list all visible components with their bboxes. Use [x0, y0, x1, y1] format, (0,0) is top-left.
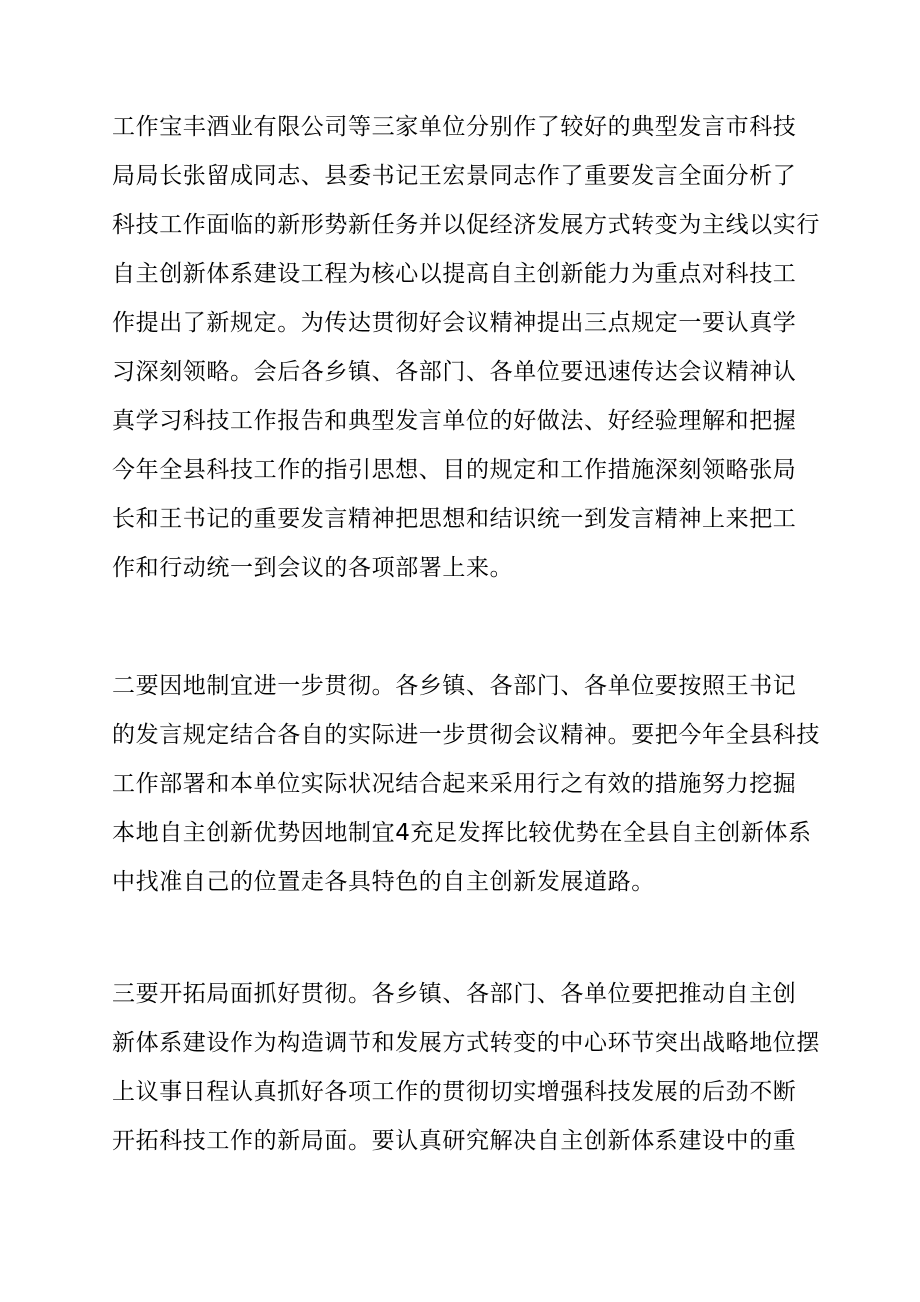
text-line: 作提出了新规定。为传达贯彻好会议精神提出三点规定一要认真学 [112, 310, 797, 336]
text-line: 本地自主创新优势因地制宜4充足发挥比较优势在全县自主创新体系 [112, 820, 812, 846]
text-line: 工作宝丰酒业有限公司等三家单位分别作了较好的典型发言市科技 [112, 114, 797, 140]
text-line: 三要开拓局面抓好贯彻。各乡镇、各部门、各单位要把推动自主创 [112, 981, 797, 1007]
paragraph-1 [112, 103, 832, 593]
text-line: 开拓科技工作的新局面。要认真研究解决自主创新体系建设中的重 [112, 1128, 797, 1154]
text-line: 二要因地制宜进一步贯彻。各乡镇、各部门、各单位要按照王书记 [112, 673, 797, 699]
paragraph-2 [112, 662, 832, 907]
text-line: 真学习科技工作报告和典型发言单位的好做法、好经验理解和把握 [112, 408, 797, 434]
text-line: 今年全县科技工作的指引思想、目的规定和工作措施深刻领略张局 [112, 457, 797, 483]
text-line: 的发言规定结合各自的实际进一步贯彻会议精神。要把今年全县科技 [112, 722, 820, 748]
text-line: 长和王书记的重要发言精神把思想和结识统一到发言精神上来把工 [112, 506, 797, 532]
text-line: 作和行动统一到会议的各项部署上来。 [112, 555, 514, 581]
text-line: 局局长张留成同志、县委书记王宏景同志作了重要发言全面分析了 [112, 163, 797, 189]
text-line: 工作部署和本单位实际状况结合起来采用行之有效的措施努力挖掘 [112, 771, 797, 797]
text-line: 上议事日程认真抓好各项工作的贯彻切实增强科技发展的后劲不断 [112, 1079, 797, 1105]
text-line: 自主创新体系建设工程为核心以提高自主创新能力为重点对科技工 [112, 261, 797, 287]
text-line: 新体系建设作为构造调节和发展方式转变的中心环节突出战略地位摆 [112, 1030, 820, 1056]
paragraph-3 [112, 970, 832, 1166]
text-line: 科技工作面临的新形势新任务并以促经济发展方式转变为主线以实行 [112, 212, 820, 238]
text-line: 中找准自己的位置走各具特色的自主创新发展道路。 [112, 869, 655, 895]
text-line: 习深刻领略。会后各乡镇、各部门、各单位要迅速传达会议精神认 [112, 359, 797, 385]
